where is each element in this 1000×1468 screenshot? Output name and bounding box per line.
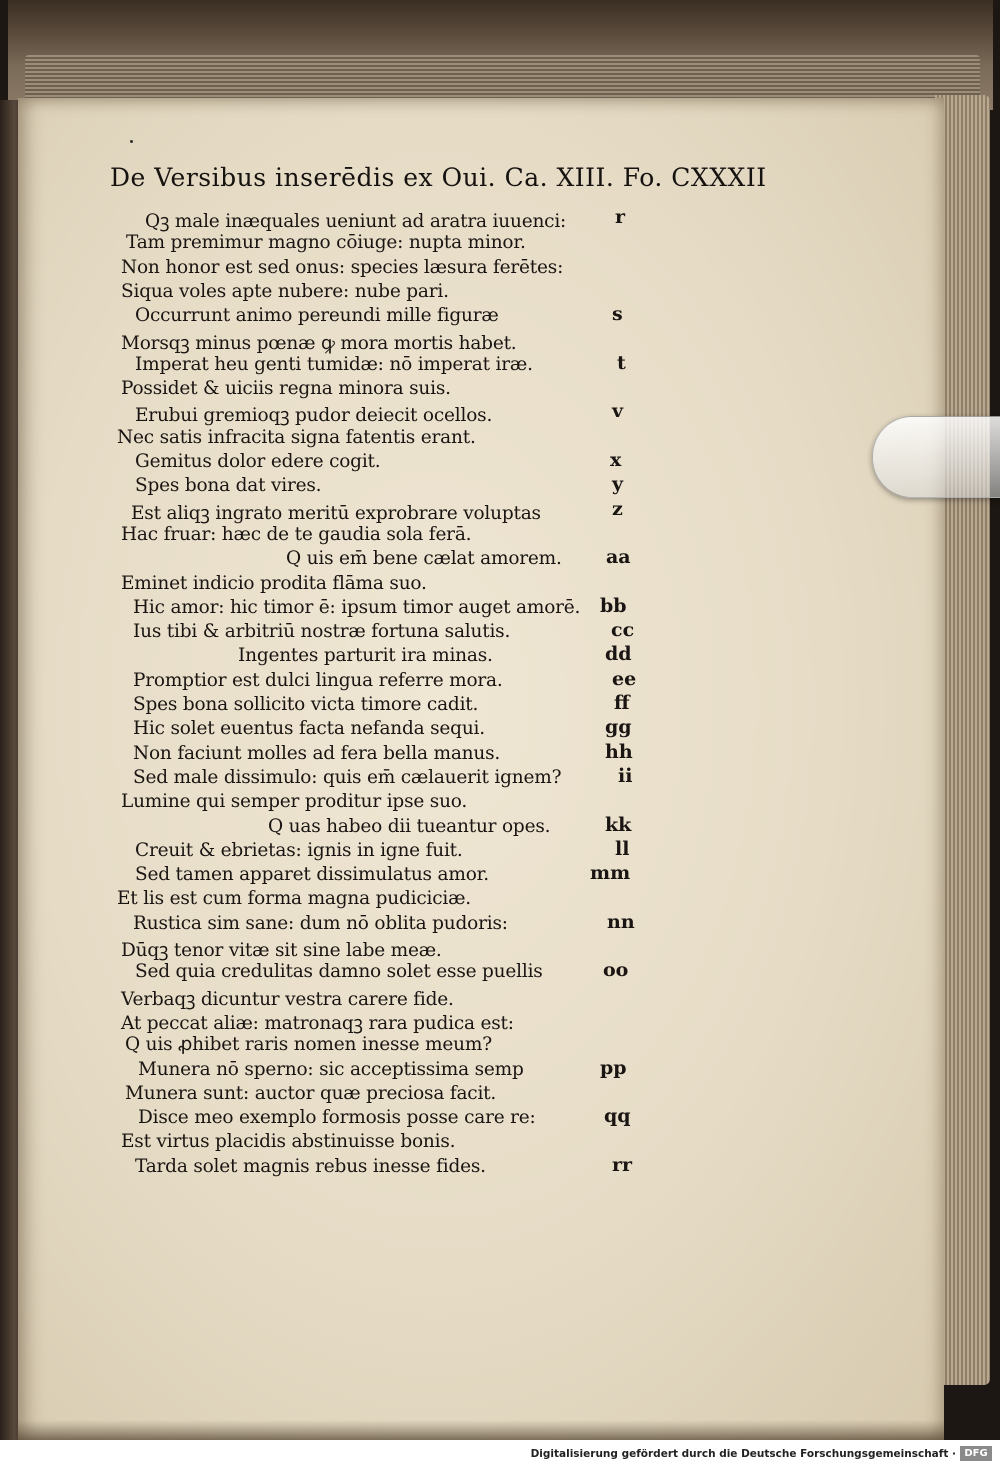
verse-line: Ius tibi & arbitriū nostræ fortuna salutis. [133, 621, 511, 642]
verse-line: Munera nō sperno: sic acceptissima semp [138, 1059, 524, 1080]
verse-line: Occurrunt animo pereundi mille figuræ [135, 305, 499, 326]
verse-marker: gg [605, 716, 632, 738]
verse-line: Possidet & uiciis regna minora suis. [121, 378, 451, 399]
verse-line: Tam premimur magno cōiuge: nupta minor. [126, 232, 526, 253]
verse-line: Tarda solet magnis rebus inesse fides. [135, 1156, 486, 1177]
verse-line: Q uis em̄ bene cælat amorem. [286, 548, 562, 569]
verse-line: Ingentes parturit ira minas. [238, 645, 493, 666]
verse-line: Creuit & ebrietas: ignis in igne fuit. [135, 840, 463, 861]
verse-line: Lumine qui semper proditur ipse suo. [121, 791, 468, 812]
verse-line: At peccat aliæ: matronaqꝫ rara pudica est: [121, 1013, 514, 1034]
verse-marker: cc [611, 619, 635, 641]
verse-line: Sed male dissimulo: quis em̄ cælauerit ignem? [133, 767, 562, 788]
verse-line: Spes bona sollicito victa timore cadit. [133, 694, 479, 715]
verse-marker: z [612, 498, 623, 520]
verse-line: Gemitus dolor edere cogit. [135, 451, 381, 472]
verse-marker: ee [612, 668, 637, 690]
verse-line: Munera sunt: auctor quæ preciosa facit. [125, 1083, 497, 1104]
page-shadow [18, 1420, 944, 1440]
verse-line: Morsqꝫ minus pœnæ ꝙ mora mortis habet. [121, 333, 517, 354]
verse-line: Erubui gremioqꝫ pudor deiecit ocellos. [135, 405, 493, 426]
verse-line: Hic amor: hic timor ē: ipsum timor auget amorē. [133, 597, 581, 618]
verse-marker: aa [606, 546, 631, 568]
verse-line: Dūqꝫ tenor vitæ sit sine labe meæ. [121, 940, 442, 961]
verse-marker: ll [615, 838, 630, 860]
verse-line: Non honor est sed onus: species læsura ferētes: [121, 257, 564, 278]
verse-line: Et lis est cum forma magna pudiciciæ. [117, 888, 471, 909]
verse-marker: dd [605, 643, 632, 665]
verse-line: Est virtus placidis abstinuisse bonis. [121, 1131, 456, 1152]
verse-line: Spes bona dat vires. [135, 475, 322, 496]
verse-line: Non faciunt molles ad fera bella manus. [133, 743, 501, 764]
verse-line: Siqua voles apte nubere: nube pari. [121, 281, 449, 302]
verse-line: Eminet indicio prodita flāma suo. [121, 573, 427, 594]
verse-line: Hic solet euentus facta nefanda sequi. [133, 718, 485, 739]
verse-marker: x [610, 449, 622, 471]
verse-line: Rustica sim sane: dum nō oblita pudoris: [133, 913, 508, 934]
verse-line: Hac fruar: hæc de te gaudia sola ferā. [121, 524, 472, 545]
verse-marker: bb [600, 595, 627, 617]
verse-marker: pp [600, 1057, 627, 1079]
ink-dot [130, 140, 133, 143]
verse-line: Est aliqꝫ ingrato meritū exprobrare voluptas [131, 503, 541, 524]
verse-line: Imperat heu genti tumidæ: nō imperat iræ. [135, 354, 533, 375]
verse-marker: ii [618, 765, 633, 787]
verse-line: Sed quia credulitas damno solet esse puellis [135, 961, 543, 982]
verse-line: Promptior est dulci lingua referre mora. [133, 670, 503, 691]
verse-line: Sed tamen apparet dissimulatus amor. [135, 864, 489, 885]
footer-bar [0, 1440, 1000, 1468]
verse-marker: s [612, 303, 623, 325]
verse-marker: hh [605, 741, 633, 763]
verse-marker: qq [604, 1105, 631, 1127]
verse-marker: kk [605, 814, 632, 836]
bookmark-tab [872, 416, 1000, 498]
verse-line: Q uas habeo dii tueantur opes. [268, 816, 551, 837]
footer-credit: Digitalisierung gefördert durch die Deutsche Forschungsgemeinschaft · [530, 1448, 956, 1460]
verse-line: Q uis ꝓhibet raris nomen inesse meum? [125, 1034, 492, 1055]
verse-line: Verbaqꝫ dicuntur vestra carere fide. [121, 989, 454, 1010]
page-header: De Versibus inserēdis ex Oui. Ca. XIII. Fo. CXXXII [110, 163, 767, 192]
verse-line: Disce meo exemplo formosis posse care re: [138, 1107, 536, 1128]
verse-marker: t [617, 352, 626, 374]
verse-marker: y [612, 473, 624, 495]
verse-line: Qꝫ male inæquales ueniunt ad aratra iuuenci: [145, 211, 567, 232]
verse-marker: mm [590, 862, 631, 884]
verse-marker: oo [603, 959, 629, 981]
verse-marker: r [615, 206, 626, 228]
verse-line: Nec satis infracita signa fatentis erant. [117, 427, 476, 448]
verse-marker: nn [607, 911, 635, 933]
verse-marker: rr [612, 1154, 633, 1176]
verse-marker: v [612, 400, 624, 422]
verse-marker: ff [614, 692, 630, 714]
dfg-logo: DFG [960, 1446, 992, 1461]
